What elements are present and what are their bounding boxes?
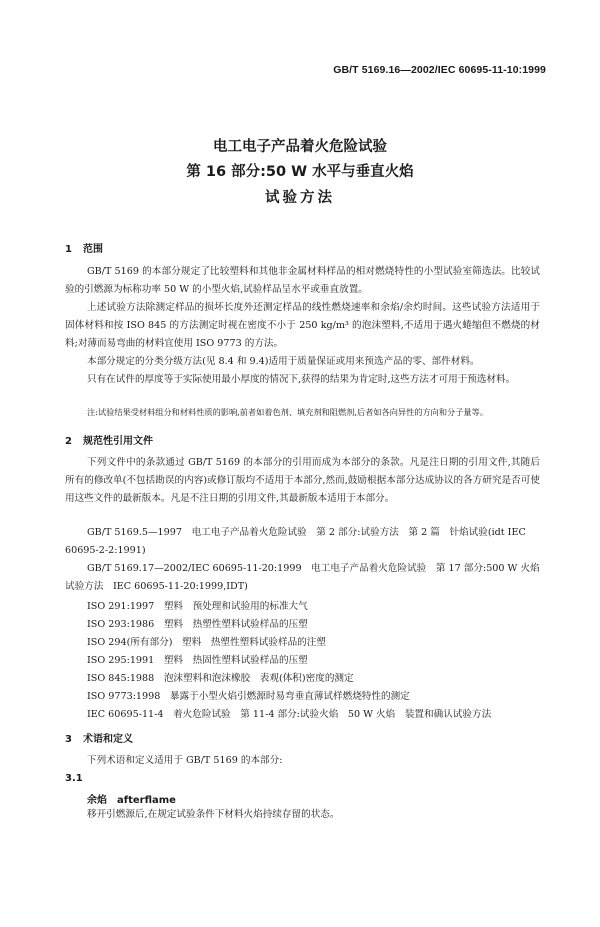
document-title-line-1: 电工电子产品着火危险试验	[213, 139, 387, 155]
standard-number-header: GB/T 5169.16—2002/IEC 60695-11-10:1999	[333, 64, 546, 76]
section-2-number: 2	[65, 436, 72, 447]
reference-item: ISO 294(所有部分) 塑料 热塑性塑料试验样品的注塑	[87, 637, 326, 648]
reference-gbt-5169-17: GB/T 5169.17—2002/IEC 60695-11-20:1999 电工电子产品着火危险试验 第 17 部分:500 W 火焰试验方法 IEC 60695-11-20:1999,IDT)	[65, 563, 540, 592]
section-1-number: 1	[65, 244, 72, 255]
section-3-title: 术语和定义	[83, 734, 133, 745]
reference-item: ISO 293:1986 塑料 热塑性塑料试验样品的压塑	[87, 619, 308, 630]
section-2-heading	[65, 432, 153, 447]
reference-item: ISO 295:1991 塑料 热固性塑料试验样品的压塑	[87, 655, 308, 666]
reference-item: IEC 60695-11-4 着火危险试验 第 11-4 部分:试验火焰 50 W 火焰 装置和确认试验方法	[87, 709, 492, 720]
reference-item: ISO 9773:1998 暴露于小型火焰引燃源时易弯垂直薄试样燃烧特性的测定	[87, 691, 410, 702]
subsection-number: 3.1	[65, 773, 83, 784]
section-1-paragraph-2: 上述试验方法除测定样品的损坏长度外还测定样品的线性燃烧速率和余焰/余灼时间。这些试验方法适用于固体材料和按 ISO 845 的方法测定时视在密度不小于 250 kg/m³ 的泡沫塑料,不适用于遇火蜷缩但不燃烧的材料;对薄而易弯曲的材料宜使用 ISO 9773 的方法。	[65, 302, 540, 349]
reference-item: ISO 291:1997 塑料 预处理和试验用的标准大气	[87, 601, 308, 612]
reference-item: ISO 845:1988 泡沫塑料和泡沫橡胶 表观(体积)密度的测定	[87, 673, 354, 684]
section-1-paragraph-4: 只有在试件的厚度等于实际使用最小厚度的情况下,获得的结果为肯定时,这些方法才可用于预选材料。	[87, 374, 516, 385]
section-1-title: 范围	[83, 244, 103, 255]
document-title-line-3: 试验方法	[265, 190, 335, 206]
section-1-note: 注:试验结果受材料组分和材料性质的影响,前者如着色剂、填充剂和阻燃剂,后者如各向异性的方向和分子量等。	[87, 407, 488, 417]
term-definition: 移开引燃源后,在规定试验条件下材料火焰持续存留的状态。	[87, 809, 340, 820]
section-1-paragraph-3: 本部分规定的分类分级方法(见 8.4 和 9.4)适用于质量保证或用来预选产品的零、部件材料。	[87, 356, 480, 367]
section-3-intro: 下列术语和定义适用于 GB/T 5169 的本部分:	[87, 755, 283, 766]
section-2-intro: 下列文件中的条款通过 GB/T 5169 的本部分的引用而成为本部分的条款。凡是注日期的引用文件,其随后所有的修改单(不包括勘误的内容)或修订版均不适用于本部分,然而,鼓励根据本部分达成协议的各方研究是否可使用这些文件的最新版本。凡是不注日期的引用文件,其最新版本适用于本部分。	[65, 457, 540, 504]
section-1-heading	[65, 240, 103, 255]
section-1-paragraph-1: GB/T 5169 的本部分规定了比较塑料和其他非金属材料样品的相对燃烧特性的小型试验室筛选法。比较试验的引燃源为标称功率 50 W 的小型火焰,试验样品呈水平或垂直放置。	[65, 266, 540, 295]
document-title-line-2: 第 16 部分:50 W 水平与垂直火焰	[186, 164, 414, 180]
section-3-heading	[65, 730, 133, 745]
reference-gbt-5169-5: GB/T 5169.5—1997 电工电子产品着火危险试验 第 2 部分:试验方法 第 2 篇 针焰试验(idt IEC 60695-2-2:1991)	[65, 527, 526, 556]
section-3-number: 3	[65, 734, 72, 745]
section-2-title: 规范性引用文件	[83, 436, 153, 447]
term-afterflame: 余焰 afterflame	[87, 795, 176, 806]
